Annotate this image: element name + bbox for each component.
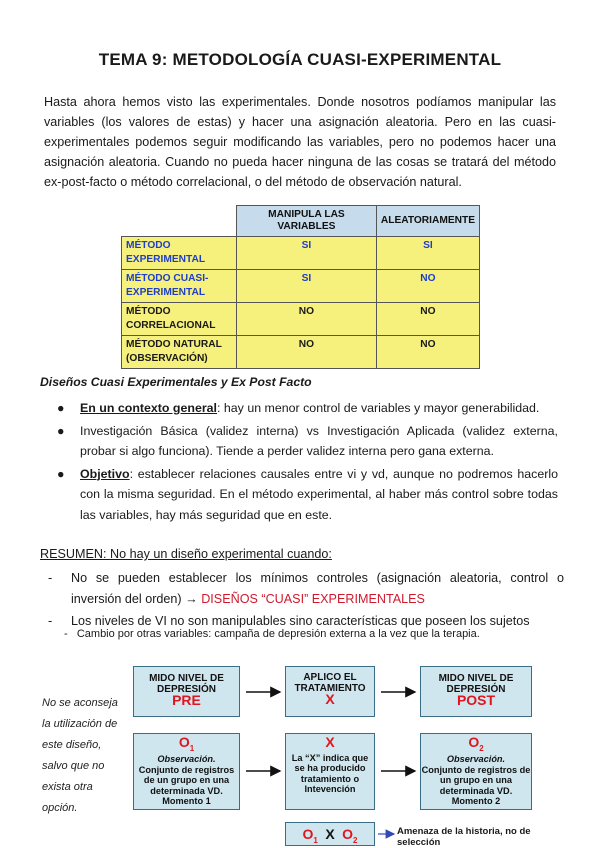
cell-manipula: SI bbox=[237, 237, 377, 270]
box-x-text: La “X” indica que se ha producido tratamiento o Intevención bbox=[291, 752, 369, 794]
o1-subscript: 1 bbox=[189, 743, 195, 753]
box-trat-big: X bbox=[325, 691, 335, 707]
cell-aleatorio: SI bbox=[376, 237, 479, 270]
page-title: TEMA 9: METODOLOGÍA CUASI-EXPERIMENTAL bbox=[98, 50, 502, 69]
table-header-aleatorio: ALEATORIAMENTE bbox=[376, 206, 479, 237]
resumen-text: RESUMEN: No hay un diseño experimental cuando: bbox=[40, 547, 332, 561]
row-label: MÉTODO CORRELACIONAL bbox=[122, 303, 237, 336]
side-note: No se aconseja la utilización de este diseño, salvo que no exista otra opción. bbox=[42, 697, 118, 814]
box-post-big: POST bbox=[456, 692, 496, 708]
o2-letter: O bbox=[468, 734, 480, 750]
bullet-lead: Objetivo bbox=[80, 466, 130, 481]
dash-highlight: DISEÑOS “CUASI” EXPERIMENTALES bbox=[201, 591, 425, 606]
box-o2-text: Conjunto de registros de un grupo en una determinada VD. Momento 2 bbox=[421, 764, 531, 807]
box-o1-text: Conjunto de registros de un grupo en una determinada VD. Momento 1 bbox=[138, 764, 235, 807]
section-subheading: Diseños Cuasi Experimentales y Ex Post Facto bbox=[40, 375, 312, 389]
cell-manipula: SI bbox=[237, 270, 377, 303]
box-post-title: MIDO NIVEL DE DEPRESIÓN bbox=[438, 673, 514, 695]
box-x-label: X bbox=[325, 734, 335, 750]
cell-manipula: NO bbox=[237, 336, 377, 369]
box-o2-italic: Observación. bbox=[446, 754, 506, 765]
dash-icon: - bbox=[48, 614, 53, 628]
formula-o2-sub: 2 bbox=[353, 835, 358, 845]
dash-text: Los niveles de VI no son manipulables sino características que poseen los sujetos bbox=[71, 614, 530, 628]
formula-note: Amenaza de la historia, no de selección bbox=[397, 826, 531, 848]
overlay-text: Cambio por otras variables: campaña de depresión externa a la vez que la terapia. bbox=[76, 628, 480, 640]
bullet-lead: En un contexto general bbox=[80, 401, 218, 415]
formula-o2-letter: O bbox=[342, 826, 354, 842]
bullet-text: : establecer relaciones causales entre vi y vd, aunque no podremos hacerlo con la misma seguridad. En el método experimental, al haber más control sobre todas las variables, hay más seguridad que en este. bbox=[80, 466, 558, 522]
row-label: MÉTODO EXPERIMENTAL bbox=[122, 237, 237, 270]
row-label: MÉTODO CUASI-EXPERIMENTAL bbox=[122, 270, 237, 303]
bullet-text: : hay un menor control de variables y mayor generabilidad. bbox=[217, 401, 540, 415]
cell-aleatorio: NO bbox=[376, 336, 479, 369]
box-pre-big: PRE bbox=[172, 692, 201, 708]
formula-x: X bbox=[325, 826, 335, 842]
box-o1-italic: Observación. bbox=[157, 754, 216, 765]
o1-letter: O bbox=[178, 734, 190, 750]
table-header-manipula: MANIPULA LAS VARIABLES bbox=[237, 206, 377, 237]
bullet-icon: ● bbox=[57, 401, 65, 415]
row-label: MÉTODO NATURAL (OBSERVACIÓN) bbox=[122, 336, 237, 369]
cell-aleatorio: NO bbox=[376, 270, 479, 303]
formula-o1-letter: O bbox=[302, 826, 314, 842]
formula-o1-sub: 1 bbox=[313, 835, 318, 845]
box-trat-title: APLICO EL TRATAMIENTO bbox=[294, 672, 366, 694]
bullet-icon: ● bbox=[57, 466, 65, 481]
bullet-text: Investigación Básica (validez interna) vs Investigación Aplicada (validez externa, probar si algo funciona). Tiende a perder validez interna pero gana externa. bbox=[80, 423, 558, 458]
o2-subscript: 2 bbox=[479, 743, 484, 753]
bullet-icon: ● bbox=[57, 423, 65, 438]
dash-text: No se pueden establecer los mínimos controles (asignación aleatoria, control o inversión del orden) → bbox=[71, 571, 564, 606]
overlay-dash-icon: - bbox=[64, 628, 77, 640]
cell-manipula: NO bbox=[237, 303, 377, 336]
box-pre-title: MIDO NIVEL DE DEPRESIÓN bbox=[149, 673, 224, 695]
intro-paragraph: Hasta ahora hemos visto las experimentales. Donde nosotros podíamos manipular las variables (los valores de estas) y hacer una asignación aleatoria. Pero en las cuasi-experimentales podemos seguir modificando las variables, pero no podemos hacer una asignación aleatoria. Cuando no pueda hacer ninguna de las cosas se tratará del método ex-post-facto o método correlacional, o del método de observación natural. bbox=[44, 95, 556, 189]
dash-icon: - bbox=[48, 571, 53, 585]
cell-aleatorio: NO bbox=[376, 303, 479, 336]
